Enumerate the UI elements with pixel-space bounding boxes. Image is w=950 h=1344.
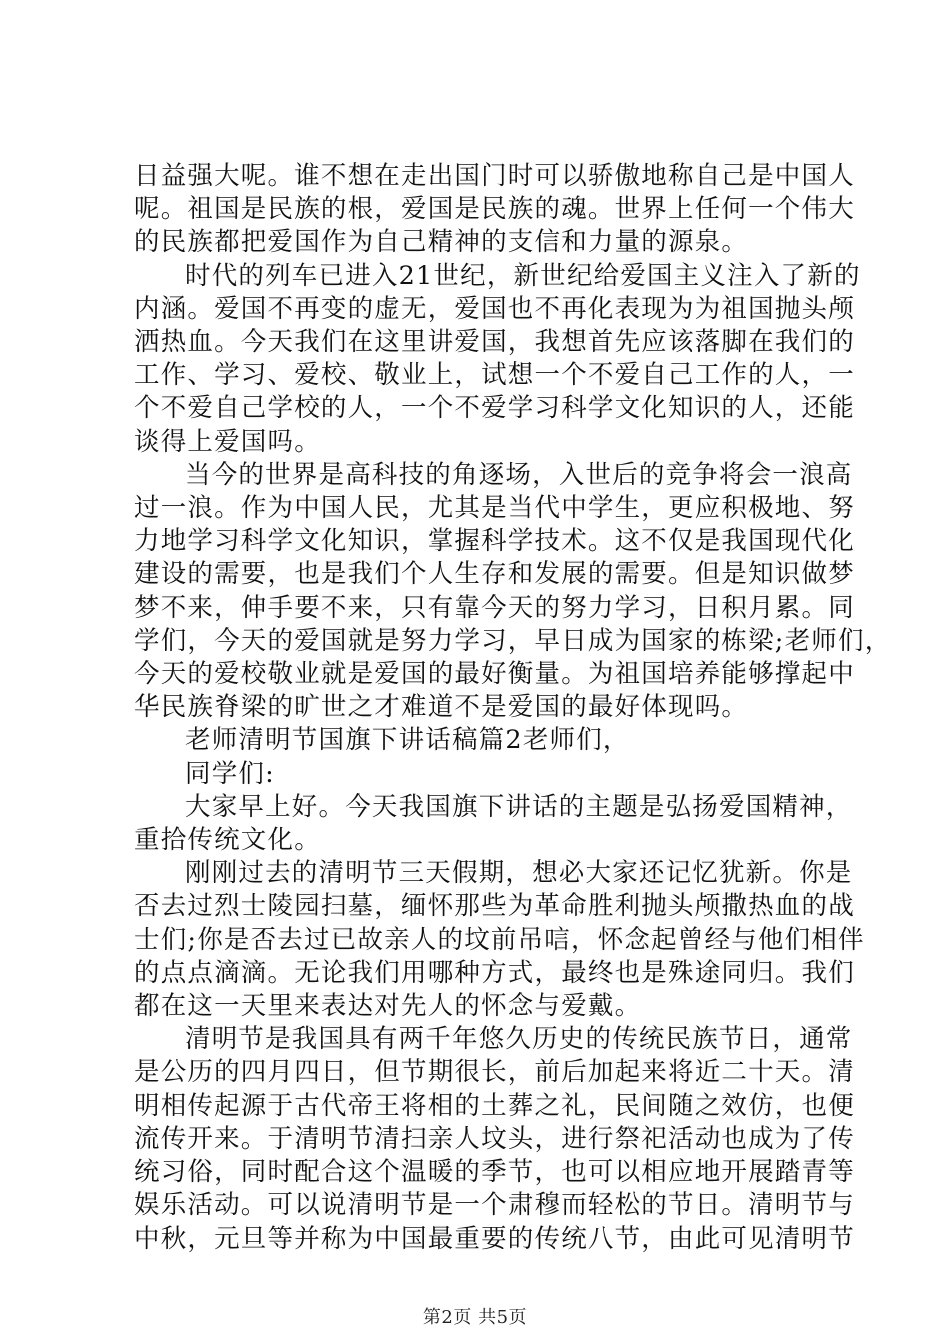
text-line: 中秋，元旦等并称为中国最重要的传统八节，由此可见清明节 [134,1223,855,1254]
paragraph [134,160,855,260]
text-line: 过一浪。作为中国人民，尤其是当代中学生，更应积极地、努 [134,493,855,524]
text-line: 呢。祖国是民族的根，爱国是民族的魂。世界上任何一个伟大 [134,194,855,225]
text-line: 都在这一天里来表达对先人的怀念与爱戴。 [134,991,642,1022]
text-line: 洒热血。今天我们在这里讲爱国，我想首先应该落脚在我们的 [134,327,855,358]
text-line: 士们;你是否去过已故亲人的坟前吊唁，怀念起曾经与他们相伴 [134,924,865,955]
text-line: 日益强大呢。谁不想在走出国门时可以骄傲地称自己是中国人 [134,161,855,191]
text-line: 时代的列车已进入21世纪，新世纪给爱国主义注入了新的 [185,260,861,291]
text-line: 否去过烈士陵园扫墓，缅怀那些为革命胜利抛头颅撒热血的战 [134,891,855,922]
paragraph [134,260,861,459]
document-body [134,160,892,1256]
paragraph [134,791,853,857]
text-line: 大家早上好。今天我国旗下讲话的主题是弘扬爱国精神， [185,791,853,822]
text-line: 当今的世界是高科技的角逐场，入世后的竞争将会一浪高 [185,459,853,490]
text-line: 明相传起源于古代帝王将相的土葬之礼，民间随之效仿，也便 [134,1090,855,1121]
text-line: 华民族脊梁的旷世之才难道不是爱国的最好体现吗。 [134,692,749,723]
text-line: 娱乐活动。可以说清明节是一个肃穆而轻松的节日。清明节与 [134,1190,855,1221]
text-line: 的民族都把爱国作为自己精神的支信和力量的源泉。 [134,227,749,258]
text-line: 统习俗，同时配合这个温暖的季节，也可以相应地开展踏青等 [134,1157,855,1188]
text-line: 谈得上爱国吗。 [134,426,321,457]
text-line: 建设的需要，也是我们个人生存和发展的需要。但是知识做梦 [134,559,855,590]
text-line: 老师清明节国旗下讲话稿篇2老师们， [185,725,630,756]
paragraph [134,857,865,1023]
text-line: 工作、学习、爱校、敬业上，试想一个不爱自己工作的人，一 [134,360,855,391]
text-line: 同学们: [185,758,275,789]
text-line: 清明节是我国具有两千年悠久历史的传统民族节日，通常 [185,1024,853,1055]
paragraph [134,1023,855,1255]
text-line: 重拾传统文化。 [134,825,321,856]
text-line: 流传开来。于清明节清扫亲人坟头，进行祭祀活动也成为了传 [134,1123,855,1154]
paragraph [134,459,892,725]
text-line: 梦不来，伸手要不来，只有靠今天的努力学习，日积月累。同 [134,592,855,623]
paragraph [134,758,829,791]
text-line: 是公历的四月四日，但节期很长，前后加起来将近二十天。清 [134,1057,855,1088]
text-line: 刚刚过去的清明节三天假期，想必大家还记忆犹新。你是 [185,858,853,889]
text-line: 的点点滴滴。无论我们用哪种方式，最终也是殊途同归。我们 [134,957,855,988]
paragraph [134,724,829,757]
text-line: 学们，今天的爱国就是努力学习，早日成为国家的栋梁;老师们， [134,625,892,656]
page-footer: 第2页 共5页 [422,1307,528,1328]
text-line: 力地学习科学文化知识，掌握科学技术。这不仅是我国现代化 [134,526,855,557]
text-line: 今天的爱校敬业就是爱国的最好衡量。为祖国培养能够撑起中 [134,659,855,690]
text-line: 个不爱自己学校的人，一个不爱学习科学文化知识的人，还能 [134,393,855,424]
text-line: 内涵。爱国不再变的虚无，爱国也不再化表现为为祖国抛头颅 [134,293,855,324]
